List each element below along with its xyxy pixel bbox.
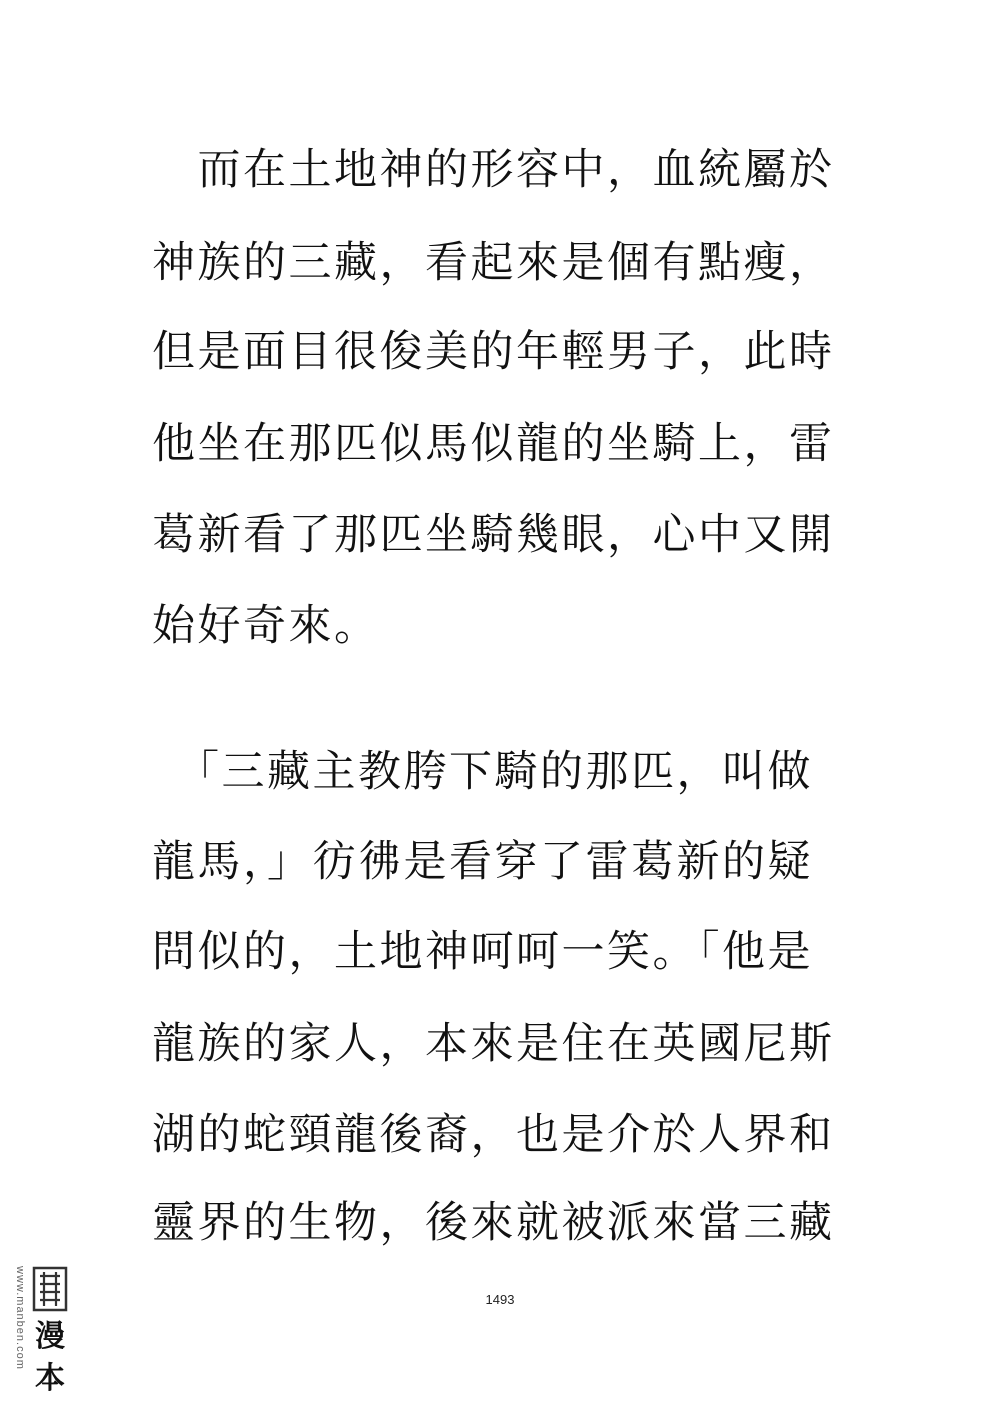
text-line: 葛新看了那匹坐騎幾眼，心中又開	[152, 510, 835, 560]
watermark-logo	[32, 1266, 68, 1408]
text-line: 始好奇來。	[152, 601, 380, 651]
text-line: 神族的三藏，看起來是個有點瘦，	[152, 238, 835, 288]
text-line: 但是面目很俊美的年輕男子，此時	[152, 327, 835, 377]
text-line: 龍馬，」彷彿是看穿了雷葛新的疑	[152, 837, 813, 887]
svg-text:本: 本	[35, 1361, 65, 1396]
text-line: 「三藏主教胯下騎的那匹，叫做	[152, 747, 813, 797]
text-line: 他坐在那匹似馬似龍的坐騎上，雷	[152, 419, 835, 469]
page-number: 1493	[485, 1292, 515, 1307]
text-line: 湖的蛇頸龍後裔，也是介於人界和	[152, 1110, 835, 1160]
watermark	[6, 1264, 70, 1410]
text-line: 靈界的生物，後來就被派來當三藏	[152, 1198, 835, 1248]
text-line: 龍族的家人，本來是住在英國尼斯	[152, 1019, 835, 1069]
watermark-url: www.manben.com	[14, 1266, 26, 1370]
svg-text:漫: 漫	[35, 1319, 65, 1354]
text-line: 而在土地神的形容中，血統屬於	[152, 145, 835, 195]
text-line: 問似的，土地神呵呵一笑。「他是	[152, 927, 813, 977]
